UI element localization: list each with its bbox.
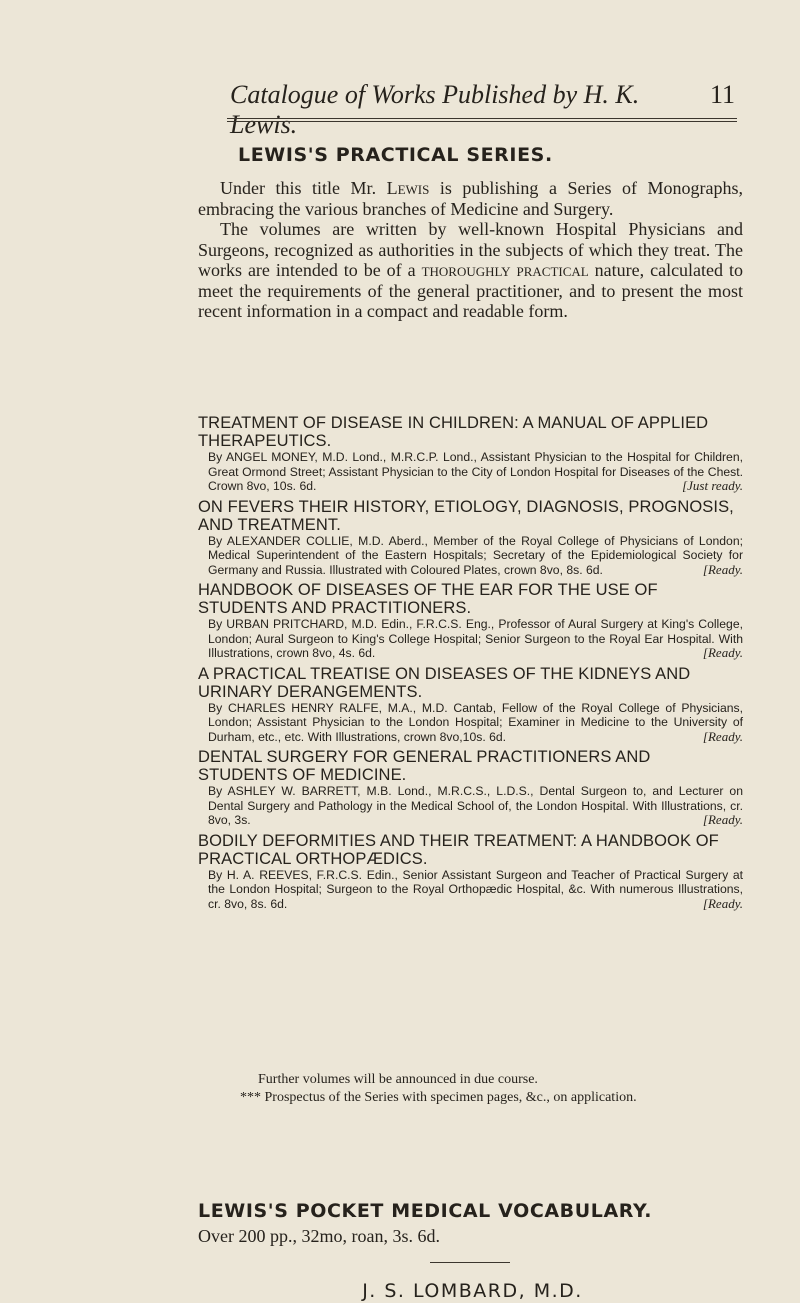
series-entry	[198, 414, 743, 494]
series-entry	[198, 498, 743, 578]
series-entry	[198, 832, 743, 912]
intro-2-smallcaps: thoroughly practical	[421, 260, 589, 280]
further-volumes-note: Further volumes will be announced in due course.	[258, 1072, 538, 1087]
intro-paragraph-2	[198, 219, 743, 322]
practical-series-intro	[198, 178, 743, 322]
intro-2-b: nature, calculated to meet the requirements of the general practitioner, and to present the most recent information in a compact and readable form.	[198, 260, 743, 321]
entry-body	[198, 450, 743, 494]
intro-1-b: is publishing a Series of Monographs, embracing the various branches of Medicine and Surgery.	[198, 178, 743, 219]
prospectus-note: *** Prospectus of the Series with specimen pages, &c., on application.	[240, 1090, 637, 1105]
vocabulary-description: Over 200 pp., 32mo, roan, 3s. 6d.	[198, 1226, 440, 1246]
intro-1-name: Lewis	[386, 178, 430, 198]
intro-2-a: The volumes are written by well-known Hospital Physicians and Surgeons, recognized as authorities in the subjects of which they treat. The works are intended to be of a	[198, 219, 743, 280]
entry-description: By URBAN PRITCHARD, M.D. Edin., F.R.C.S. Eng., Professor of Aural Surgery at King's College, London; Aural Surgeon to King's College Hospital; Senior Surgeon to the Royal Ear Hospital. With Illustrations, crown 8vo, 4s. 6d.	[208, 617, 743, 660]
intro-paragraph-1	[198, 178, 743, 219]
entry-status: [Ready.	[702, 895, 743, 911]
series-entry	[198, 665, 743, 745]
entry-title: TREATMENT OF DISEASE IN CHILDREN: A MANUAL OF APPLIED THERAPEUTICS.	[198, 414, 709, 450]
entry-status: [Ready.	[702, 645, 743, 660]
entry-status: [Ready.	[702, 561, 743, 577]
series-entry	[198, 748, 743, 828]
page-number: 11	[709, 80, 735, 109]
intro-1-a: Under this title Mr.	[220, 178, 387, 198]
entry-status: [Ready.	[702, 812, 743, 827]
entry-title: ON FEVERS THEIR HISTORY, ETIOLOGY, DIAGNOSIS, PROGNOSIS, AND TREATMENT.	[198, 497, 734, 534]
practical-series-heading: LEWIS'S PRACTICAL SERIES.	[238, 144, 553, 166]
entry-title: HANDBOOK OF DISEASES OF THE EAR FOR THE USE OF STUDENTS AND PRACTITIONERS.	[198, 581, 658, 617]
series-entry	[198, 581, 743, 661]
vocabulary-heading: LEWIS'S POCKET MEDICAL VOCABULARY.	[198, 1200, 653, 1222]
series-entries	[198, 414, 743, 915]
entry-description: By CHARLES HENRY RALFE, M.A., M.D. Cantab, Fellow of the Royal College of Physicians, London; Assistant Physician to the London Hospital; Examiner in Medicine to the University of Durham, etc., etc. With Illustrations, crown 8vo,10s. 6d.	[208, 700, 743, 744]
entry-title: BODILY DEFORMITIES AND THEIR TREATMENT: A HANDBOOK OF PRACTICAL ORTHOPÆDICS.	[198, 831, 719, 868]
running-title: Catalogue of Works Published by H. K. Lewis.	[230, 80, 640, 139]
entry-body	[198, 868, 743, 912]
entry-body	[198, 617, 743, 661]
entry-body	[198, 701, 743, 745]
page-header	[230, 80, 735, 140]
entry-title: DENTAL SURGERY FOR GENERAL PRACTITIONERS AND STUDENTS OF MEDICINE.	[198, 748, 651, 784]
section-divider	[430, 1262, 510, 1263]
entry-description: By ASHLEY W. BARRETT, M.B. Lond., M.R.C.S., L.D.S., Dental Surgeon to, and Lecturer on Dental Surgery and Pathology in the Medical School of, the London Hospital. With Illustrations, cr. 8vo, 3s.	[208, 784, 743, 827]
entry-description: By ALEXANDER COLLIE, M.D. Aberd., Member of the Royal College of Physicians of London; Medical Superintendent of the Eastern Hospitals; Secretary of the Epidemiological Society for Germany and Russia. Illustrated with Coloured Plates, crown 8vo, 8s. 6d.	[208, 533, 743, 577]
author-name: J. S. LOMBARD, M.D.	[362, 1280, 583, 1302]
entry-description: By ANGEL MONEY, M.D. Lond., M.R.C.P. Lond., Assistant Physician to the Hospital for Children, Great Ormond Street; Assistant Physician to the City of London Hospital for Diseases of the Chest. Crown 8vo, 10s. 6d.	[208, 450, 743, 493]
entry-title: A PRACTICAL TREATISE ON DISEASES OF THE KIDNEYS AND URINARY DERANGEMENTS.	[198, 664, 691, 701]
series-notes	[198, 1071, 743, 1107]
entry-description: By H. A. REEVES, F.R.C.S. Edin., Senior Assistant Surgeon and Teacher of Practical Surgery at the London Hospital; Surgeon to the Royal Orthopædic Hospital, &c. With numerous Illustrations, cr. 8vo, 8s. 6d.	[208, 867, 743, 911]
entry-body	[198, 784, 743, 828]
entry-status: [Ready.	[702, 728, 743, 744]
header-rule	[227, 118, 737, 122]
entry-status: [Just ready.	[682, 478, 743, 493]
entry-body	[198, 534, 743, 578]
